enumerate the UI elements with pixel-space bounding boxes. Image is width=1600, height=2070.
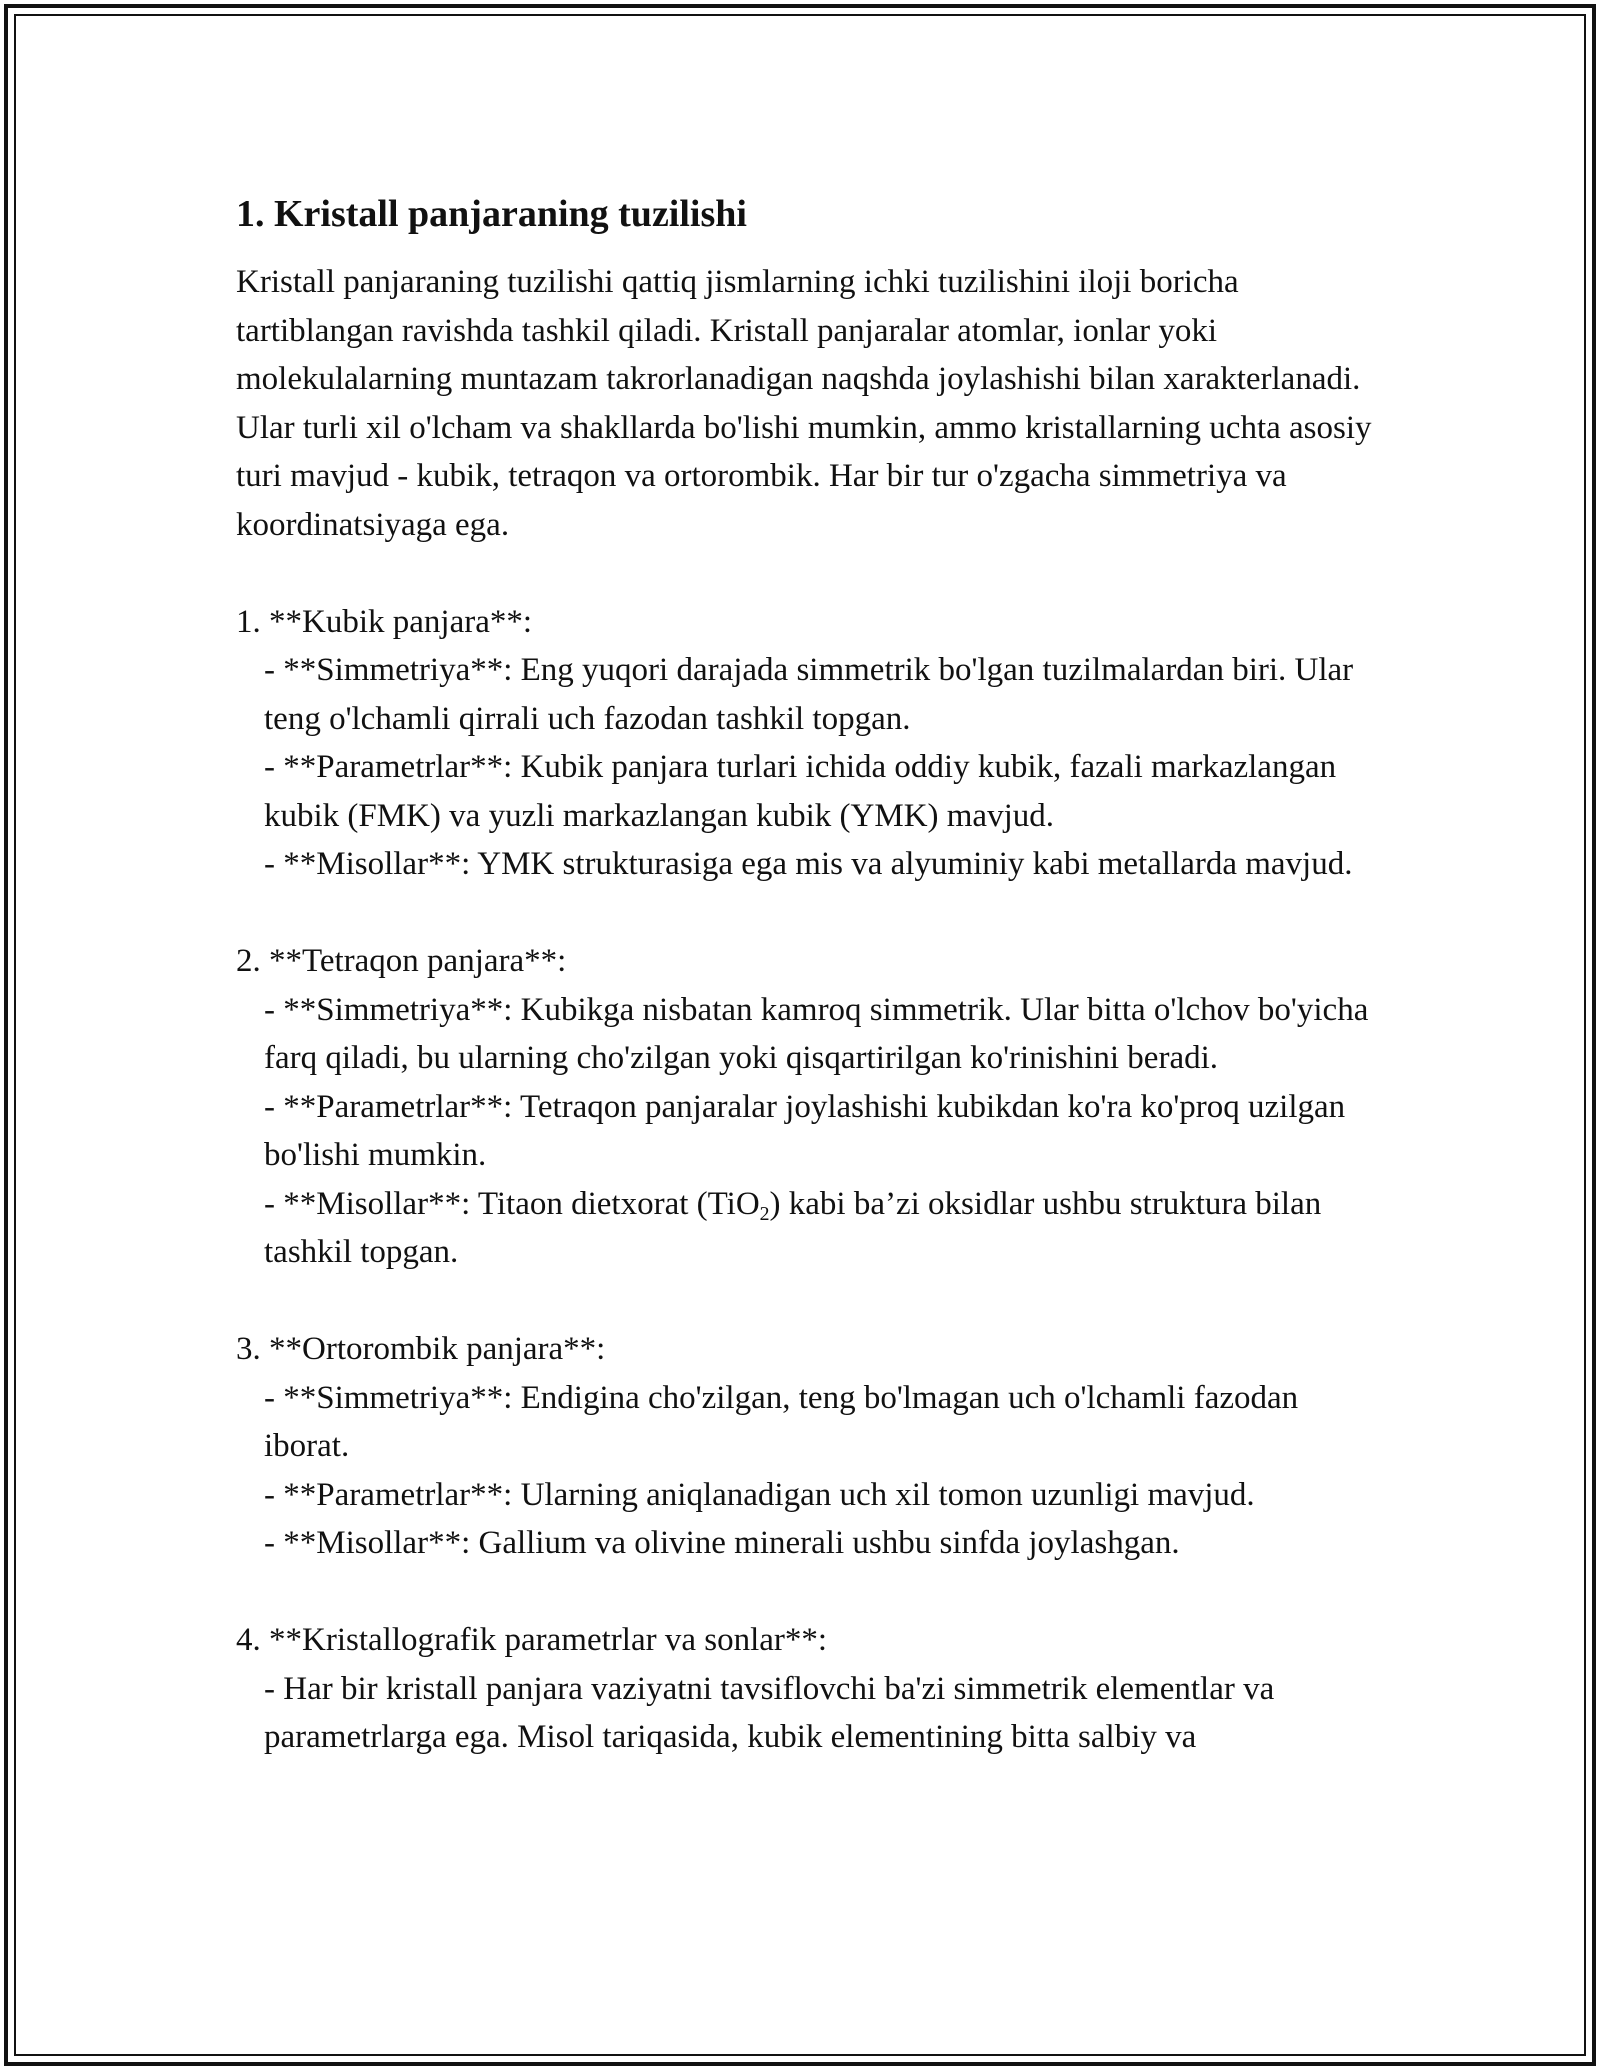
section-ortorombik (236, 1325, 1376, 1568)
intro-paragraph: Kristall panjaraning tuzilishi qattiq jismlarning ichki tuzilishini iloji boricha tartiblangan ravishda tashkil qiladi. Kristall panjaralar atomlar, ionlar yoki molekulalarning muntazam takrorlanadigan naqshda joylashishi bilan xarakterlanadi. Ular turli xil o'lcham va shakllarda bo'lishi mumkin, ammo kristallarning uchta asosiy turi mavjud - kubik, tetraqon va ortorombik. Har bir tur o'zgacha simmetriya va koordinatsiyaga ega. (236, 264, 1372, 543)
list-item-formula (236, 1180, 1376, 1277)
section-heading: 4. **Kristallografik parametrlar va sonlar**: (236, 1622, 828, 1658)
document-title: 1. Kristall panjaraning tuzilishi (236, 193, 747, 235)
formula-subscript: 2 (759, 1202, 770, 1225)
section-tetraqon (236, 937, 1376, 1277)
section-heading: 2. **Tetraqon panjara**: (236, 943, 567, 979)
formula-text-before: - **Misollar**: Titaon dietxorat (TiO (264, 1185, 760, 1222)
list-item: - **Simmetriya**: Endigina cho'zilgan, teng bo'lmagan uch o'lchamli fazodan iborat. (264, 1379, 1299, 1464)
section-kubik (236, 598, 1376, 889)
list-item: - Har bir kristall panjara vaziyatni tavsiflovchi ba'zi simmetrik elementlar va parametrlarga ega. Misol tariqasida, kubik elementining bitta salbiy va (264, 1670, 1275, 1755)
list-item: - **Misollar**: YMK strukturasiga ega mis va alyuminiy kabi metallarda mavjud. (264, 846, 1353, 882)
list-item: - **Simmetriya**: Eng yuqori darajada simmetrik bo'lgan tuzilmalardan biri. Ular teng o'lchamli qirrali uch fazodan tashkil topgan. (264, 652, 1354, 737)
list-item: - **Misollar**: Gallium va olivine minerali ushbu sinfda joylashgan. (264, 1525, 1180, 1561)
section-heading: 3. **Ortorombik panjara**: (236, 1331, 606, 1367)
document-body (236, 186, 1376, 1762)
list-item: - **Parametrlar**: Ularning aniqlanadigan uch xil tomon uzunligi mavjud. (264, 1476, 1255, 1513)
list-item: - **Simmetriya**: Kubikga nisbatan kamroq simmetrik. Ular bitta o'lchov bo'yicha farq qiladi, bu ularning cho'zilgan yoki qisqartirilgan ko'rinishini beradi. (264, 991, 1369, 1076)
list-item: - **Parametrlar**: Kubik panjara turlari ichida oddiy kubik, fazali markazlangan kubik (FMK) va yuzli markazlangan kubik (YMK) mavjud. (264, 749, 1337, 834)
list-item: - **Parametrlar**: Tetraqon panjaralar joylashishi kubikdan ko'ra ko'proq uzilgan bo'lishi mumkin. (264, 1088, 1346, 1173)
section-heading: 1. **Kubik panjara**: (236, 603, 533, 640)
section-kristallografik (236, 1616, 1376, 1762)
formula-text-after: ) kabi ba’zi oksidlar ushbu struktura bilan tashkil topgan. (264, 1185, 1322, 1270)
